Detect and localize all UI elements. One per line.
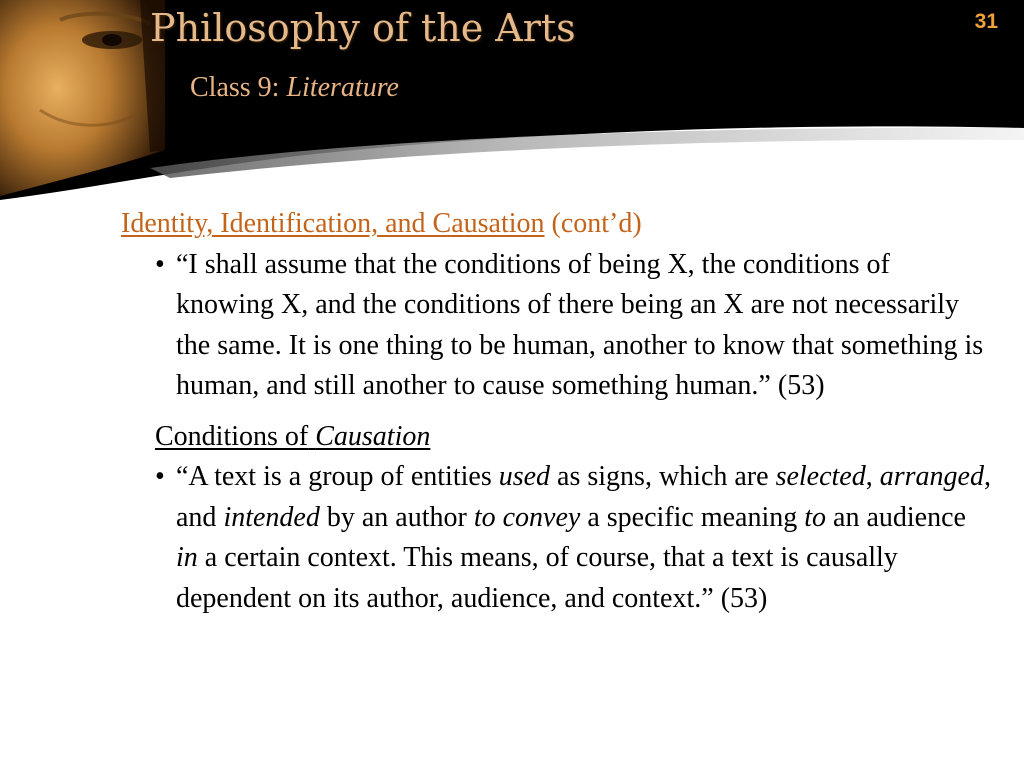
emphasis-to-convey: to convey [473, 501, 581, 533]
heading-link[interactable]: Identity, Identification, and Causation [121, 208, 545, 239]
emphasis-to: to [804, 501, 827, 533]
emphasis-intended: intended [223, 501, 320, 533]
text-run: by an author [319, 501, 474, 533]
subtitle-prefix: Class 9: [190, 72, 280, 103]
emphasis-arranged: arranged [879, 461, 984, 492]
emphasis-used: used [498, 461, 551, 492]
heading-suffix: (cont’d) [551, 208, 642, 239]
section-heading-causation [155, 417, 991, 458]
slide-title: Philosophy of the Arts [150, 6, 576, 50]
text-run: as signs, which are [550, 461, 776, 492]
bullet-marker: • [155, 248, 165, 280]
emphasis-selected: selected [775, 461, 866, 492]
text-run: , and [176, 461, 991, 533]
slide-content [121, 204, 991, 619]
text-run: , [865, 461, 880, 492]
causation-label-plain: Conditions of [155, 420, 309, 452]
slide-number: 31 [974, 10, 998, 33]
bullet-text [176, 461, 991, 614]
subtitle-topic: Literature [286, 72, 399, 103]
causation-label-italic: Causation [315, 420, 431, 452]
bullet-quote-2 [155, 457, 991, 619]
slide-subtitle [190, 72, 399, 104]
text-run: an audience [826, 501, 966, 533]
text-run: a specific meaning [580, 501, 805, 533]
bullet-text: “I shall assume that the conditions of being X, the conditions of knowing X, and the conditions of there being an X are not necessarily the same. It is one thing to be human, another to know that something is human, and still another to cause something human.” (53) [176, 248, 984, 401]
text-run: a certain context. This means, of course, that a text is causally dependent on its author, audience, and context.” (53) [176, 542, 898, 614]
bullet-marker: • [155, 461, 165, 492]
bullet-quote-1 [155, 245, 991, 407]
text-run: “A text is a group of entities [176, 461, 499, 492]
section-heading-identity [121, 204, 991, 245]
emphasis-in: in [176, 542, 198, 573]
